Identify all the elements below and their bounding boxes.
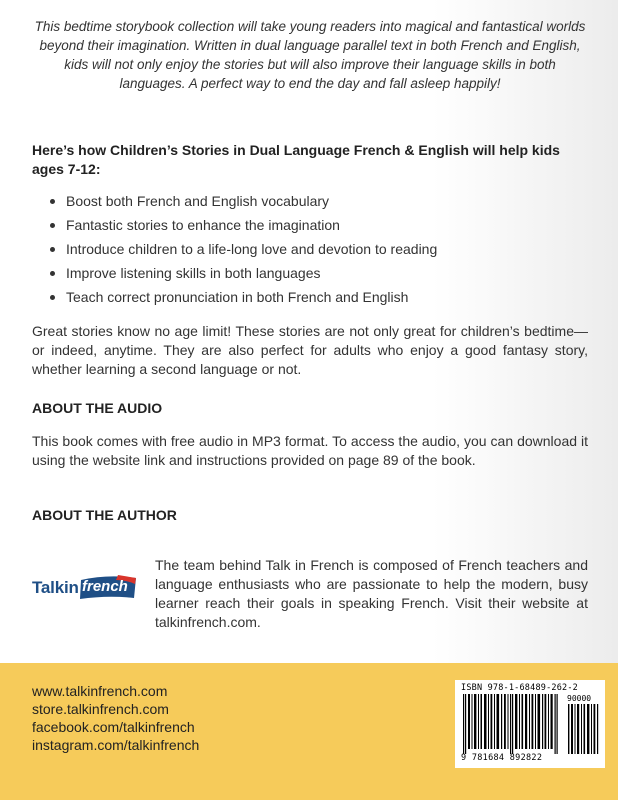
website-link[interactable]: www.talkinfrench.com — [32, 683, 168, 699]
list-item-text: Improve listening skills in both languages — [66, 265, 321, 281]
about-audio-heading: ABOUT THE AUDIO — [32, 400, 163, 416]
bullet-icon — [50, 223, 55, 228]
bullet-icon — [50, 247, 55, 252]
links-list — [32, 682, 199, 754]
store-link[interactable]: store.talkinfrench.com — [32, 701, 169, 717]
about-audio-text: This book comes with free audio in MP3 format. To access the audio, you can download it using the website link and instructions provided on page 89 of the book. — [32, 433, 588, 468]
barcode-icon — [461, 694, 601, 754]
barcode-addon: 90000 — [567, 694, 592, 703]
barcode — [455, 680, 605, 768]
isbn-number: ISBN 978-1-68489-262-2 — [461, 683, 578, 693]
logo-text-french: french — [82, 578, 128, 595]
list-item — [50, 285, 590, 309]
benefits-list — [50, 189, 590, 309]
facebook-link[interactable]: facebook.com/talkinfrench — [32, 719, 195, 735]
ean-number: 9 781684 892822 — [461, 753, 543, 763]
intro-paragraph: This bedtime storybook collection will take young readers into magical and fantastical worlds beyond their imagination. Written in dual language parallel text in both French and English, kids will not only enjoy the stories but will also improve their language skills in both languages. A perfect way to end the day and fall asleep happily! — [34, 19, 586, 91]
list-item — [50, 261, 590, 285]
list-item-text: Boost both French and English vocabulary — [66, 193, 330, 209]
bullet-icon — [50, 295, 55, 300]
about-author-heading: ABOUT THE AUTHOR — [32, 507, 177, 523]
list-item-text: Fantastic stories to enhance the imagination — [66, 217, 340, 233]
list-item-text: Teach correct pronunciation in both French and English — [66, 289, 409, 305]
instagram-link[interactable]: instagram.com/talkinfrench — [32, 737, 200, 753]
stories-paragraph: Great stories know no age limit! These stories are not only great for children’s bedtime—or indeed, anytime. They are also perfect for adults who enjoy a good fantasy story, whether learning a second language or not. — [32, 323, 588, 377]
list-item-text: Introduce children to a life-long love and devotion to reading — [66, 241, 438, 257]
list-item — [50, 213, 590, 237]
talkinfrench-logo — [32, 572, 142, 606]
about-author-text: The team behind Talk in French is composed of French teachers and language enthusiasts who are passionate to help the modern, busy learner reach their goals in speaking French. Visit their website at talkinfrench.com. — [155, 557, 588, 630]
list-item — [50, 189, 590, 213]
logo-text-talkin: Talkin — [32, 578, 79, 597]
bullet-icon — [50, 271, 55, 276]
list-item — [50, 237, 590, 261]
bullet-icon — [50, 199, 55, 204]
benefits-headline: Here’s how Children’s Stories in Dual Language French & English will help kids ages 7-12: — [32, 142, 560, 177]
